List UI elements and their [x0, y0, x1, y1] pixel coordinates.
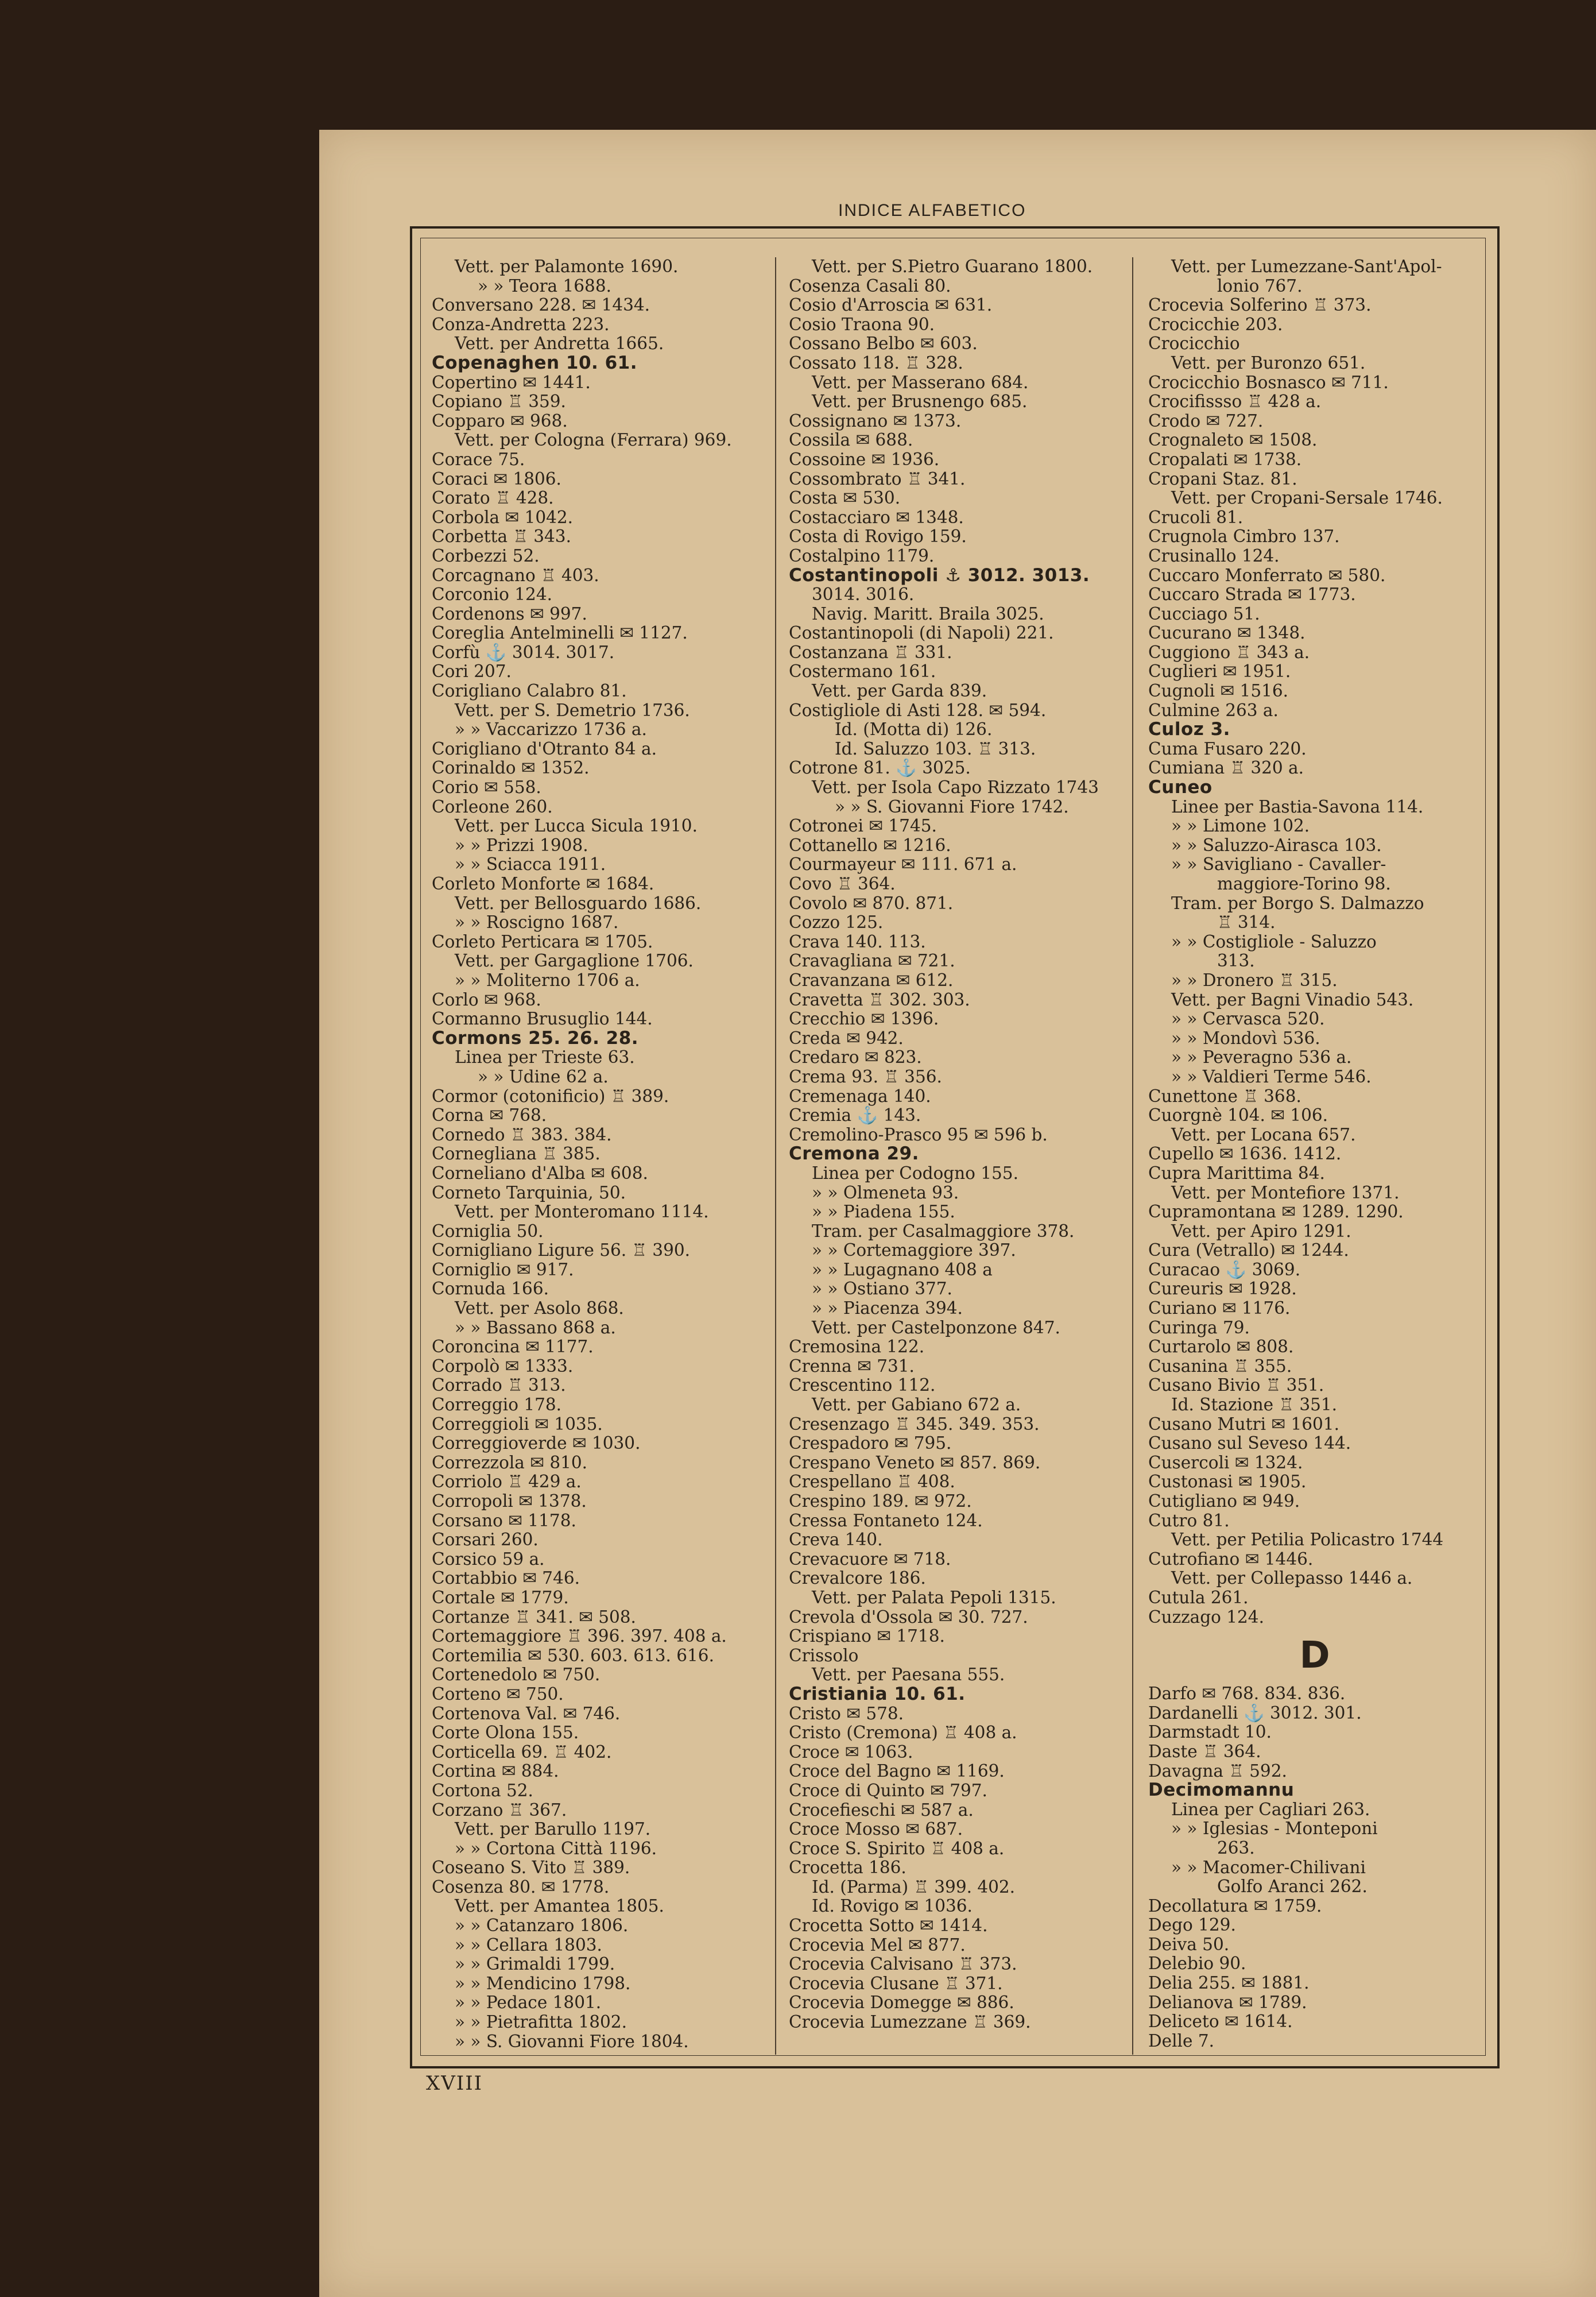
index-entry: Crocevia Lumezzane ♖ 369.: [789, 2012, 1031, 2032]
column-rule-2: [1132, 257, 1133, 2055]
index-entry: Vett. per Masserano 684.: [812, 372, 1029, 392]
index-entry: Cupra Marittima 84.: [1148, 1163, 1325, 1183]
index-entry: Cravetta ♖ 302. 303.: [789, 989, 970, 1010]
index-entry: Costa ✉ 530.: [789, 488, 901, 508]
index-entry: Crocevia Mel ✉ 877.: [789, 1935, 966, 1955]
index-entry: Vett. per Lucca Sicula 1910.: [455, 816, 698, 836]
index-entry: Vett. per Amantea 1805.: [455, 1896, 664, 1916]
index-entry: » » Catanzaro 1806.: [455, 1916, 629, 1936]
index-entry: Cremia ⚓ 143.: [789, 1105, 921, 1126]
index-entry: Crispiano ✉ 1718.: [789, 1626, 945, 1646]
index-entry: Linea per Codogno 155.: [812, 1163, 1018, 1183]
index-entry: Costalpino 1179.: [789, 546, 935, 566]
column-rule-1: [775, 257, 776, 2055]
index-entry: Culmine 263 a.: [1148, 700, 1279, 720]
index-entry: » » Grimaldi 1799.: [455, 1954, 615, 1974]
index-entry: Darfo ✉ 768. 834. 836.: [1148, 1684, 1346, 1704]
index-entry: Cremolino-Prasco 95 ✉ 596 b.: [789, 1124, 1048, 1144]
index-entry: Croce del Bagno ✉ 1169.: [789, 1761, 1005, 1781]
index-entry: Cotronei ✉ 1745.: [789, 816, 937, 836]
index-entry: Creda ✉ 942.: [789, 1028, 904, 1048]
index-entry: Dego 129.: [1148, 1915, 1236, 1935]
index-entry: » » Udine 62 a.: [478, 1066, 609, 1086]
index-entry: Crocetta Sotto ✉ 1414.: [789, 1916, 988, 1936]
index-entry: Cossato 118. ♖ 328.: [789, 353, 963, 373]
index-entry: Cornedo ♖ 383. 384.: [432, 1124, 612, 1144]
index-entry: Crocicchio Bosnasco ✉ 711.: [1148, 372, 1389, 392]
index-entry: 3014. 3016.: [812, 585, 915, 605]
index-entry: » » Prizzi 1908.: [455, 835, 588, 855]
index-entry: 263.: [1217, 1838, 1255, 1858]
index-entry: Crocevia Calvisano ♖ 373.: [789, 1954, 1017, 1974]
index-entry: » » Vaccarizzo 1736 a.: [455, 720, 647, 740]
index-entry: Cossombrato ♖ 341.: [789, 469, 966, 489]
index-entry: Cucciago 51.: [1148, 604, 1260, 624]
index-entry: Vett. per S. Demetrio 1736.: [455, 700, 690, 720]
index-entry: Corzano ♖ 367.: [432, 1800, 567, 1820]
index-entry: Copparo ✉ 968.: [432, 411, 568, 431]
index-entry: Croce Mosso ✉ 687.: [789, 1819, 963, 1839]
index-entry: Crevalcore 186.: [789, 1568, 926, 1588]
index-entry: Delle 7.: [1148, 2031, 1214, 2051]
index-entry: Corneto Tarquinia, 50.: [432, 1182, 626, 1202]
index-entry: Daste ♖ 364.: [1148, 1741, 1261, 1761]
index-entry: Cossano Belbo ✉ 603.: [789, 334, 978, 354]
index-column-2: [789, 257, 1122, 2032]
index-entry: Cormons 25. 26. 28.: [432, 1027, 639, 1049]
index-entry: » » Mendicino 1798.: [455, 1973, 631, 1993]
index-entry: Credaro ✉ 823.: [789, 1047, 922, 1068]
index-entry: Covo ♖ 364.: [789, 874, 896, 894]
index-column-3: [1148, 257, 1481, 2051]
index-entry: Crognaleto ✉ 1508.: [1148, 430, 1318, 450]
index-entry: » » Sciacca 1911.: [455, 854, 606, 875]
index-entry: D: [1299, 1634, 1330, 1677]
index-entry: Crocicchio: [1148, 334, 1240, 354]
index-entry: » » Saluzzo-Airasca 103.: [1171, 835, 1382, 855]
index-entry: Crescentino 112.: [789, 1375, 936, 1395]
index-entry: Corace 75.: [432, 449, 525, 469]
index-entry: Cugnoli ✉ 1516.: [1148, 681, 1289, 701]
index-entry: Custonasi ✉ 1905.: [1148, 1472, 1307, 1492]
index-entry: Cumiana ♖ 320 a.: [1148, 758, 1304, 778]
index-entry: Vett. per Brusnengo 685.: [812, 392, 1028, 412]
index-entry: Cozzo 125.: [789, 912, 884, 933]
index-entry: Crenna ✉ 731.: [789, 1356, 915, 1376]
index-entry: » » S. Giovanni Fiore 1742.: [835, 796, 1069, 817]
index-entry: » » Teora 1688.: [478, 276, 611, 296]
index-entry: Cossila ✉ 688.: [789, 430, 913, 450]
index-entry: Vett. per Gabiano 672 a.: [812, 1395, 1021, 1415]
index-entry: Croce ✉ 1063.: [789, 1742, 913, 1762]
index-entry: Corato ♖ 428.: [432, 488, 554, 508]
index-entry: Crevola d'Ossola ✉ 30. 727.: [789, 1607, 1028, 1627]
index-entry: Linea per Trieste 63.: [455, 1047, 635, 1068]
index-entry: Covolo ✉ 870. 871.: [789, 893, 954, 913]
index-entry: Cornuda 166.: [432, 1279, 549, 1299]
index-entry: » » Ostiano 377.: [812, 1279, 952, 1299]
index-entry: Corbola ✉ 1042.: [432, 507, 574, 527]
index-entry: Cressa Fontaneto 124.: [789, 1510, 983, 1530]
index-entry: Cormor (cotonificio) ♖ 389.: [432, 1086, 669, 1106]
index-entry: Correggioli ✉ 1035.: [432, 1414, 603, 1434]
index-entry: Crecchio ✉ 1396.: [789, 1009, 939, 1029]
index-entry: Coraci ✉ 1806.: [432, 469, 561, 489]
index-entry: Corleto Perticara ✉ 1705.: [432, 931, 653, 952]
running-header: INDICE ALFABETICO: [838, 201, 1026, 220]
index-entry: Cutrofiano ✉ 1446.: [1148, 1549, 1314, 1569]
index-entry: Cusano sul Seveso 144.: [1148, 1433, 1351, 1453]
index-entry: Decimomannu: [1148, 1780, 1295, 1801]
index-entry: Copenaghen 10. 61.: [432, 352, 638, 373]
index-entry: Vett. per Locana 657.: [1171, 1124, 1356, 1144]
index-entry: » » Moliterno 1706 a.: [455, 970, 640, 990]
index-entry: Cortemaggiore ♖ 396. 397. 408 a.: [432, 1626, 727, 1646]
index-entry: » » Mondovì 536.: [1171, 1028, 1320, 1048]
index-entry: » » Macomer-Chilivani: [1171, 1857, 1366, 1877]
index-entry: ♖ 314.: [1217, 912, 1276, 933]
page-number: XVIII: [426, 2072, 483, 2095]
index-entry: Cosenza 80. ✉ 1778.: [432, 1877, 610, 1897]
index-entry: Vett. per Montefiore 1371.: [1171, 1182, 1400, 1202]
index-entry: Corticella 69. ♖ 402.: [432, 1742, 612, 1762]
index-entry: Crava 140. 113.: [789, 931, 926, 952]
index-entry: Cropani Staz. 81.: [1148, 469, 1297, 489]
index-entry: Cremenaga 140.: [789, 1086, 931, 1106]
index-entry: Cresenzago ♖ 345. 349. 353.: [789, 1414, 1040, 1434]
index-entry: Crugnola Cimbro 137.: [1148, 527, 1340, 547]
index-entry: Corcagnano ♖ 403.: [432, 565, 599, 585]
index-entry: Decollatura ✉ 1759.: [1148, 1896, 1322, 1916]
index-entry: » » Limone 102.: [1171, 816, 1310, 836]
index-entry: Cutro 81.: [1148, 1510, 1230, 1530]
index-entry: Crocetta 186.: [789, 1858, 907, 1878]
index-entry: Id. Saluzzo 103. ♖ 313.: [835, 738, 1036, 759]
index-entry: Cusanina ♖ 355.: [1148, 1356, 1292, 1376]
index-entry: Cucurano ✉ 1348.: [1148, 623, 1306, 643]
index-entry: » » Peveragno 536 a.: [1171, 1047, 1352, 1068]
index-entry: Curacao ⚓ 3069.: [1148, 1259, 1301, 1279]
index-entry: Curinga 79.: [1148, 1317, 1250, 1337]
index-entry: Cupello ✉ 1636. 1412.: [1148, 1144, 1342, 1164]
index-entry: Cravanzana ✉ 612.: [789, 970, 954, 990]
index-entry: Navig. Maritt. Braila 3025.: [812, 604, 1044, 624]
index-entry: Cremona 29.: [789, 1143, 919, 1165]
index-entry: » » Piacenza 394.: [812, 1298, 963, 1318]
index-entry: Coreglia Antelminelli ✉ 1127.: [432, 623, 688, 643]
index-entry: Vett. per Cologna (Ferrara) 969.: [455, 430, 732, 450]
index-entry: Croce di Quinto ✉ 797.: [789, 1780, 987, 1800]
index-entry: Cortenedolo ✉ 750.: [432, 1665, 601, 1685]
index-entry: Cutigliano ✉ 949.: [1148, 1491, 1300, 1511]
index-entry: Copertino ✉ 1441.: [432, 372, 591, 392]
index-entry: » » Cellara 1803.: [455, 1935, 602, 1955]
index-entry: Crocefieschi ✉ 587 a.: [789, 1800, 974, 1820]
index-entry: Vett. per Asolo 868.: [455, 1298, 624, 1318]
index-entry: Cusercoli ✉ 1324.: [1148, 1452, 1303, 1472]
index-entry: Cura (Vetrallo) ✉ 1244.: [1148, 1240, 1349, 1260]
index-entry: Davagna ♖ 592.: [1148, 1761, 1287, 1781]
index-entry: Cunettone ♖ 368.: [1148, 1086, 1301, 1106]
index-entry: Crevacuore ✉ 718.: [789, 1549, 951, 1569]
index-entry: Crusinallo 124.: [1148, 546, 1280, 566]
index-entry: Cortale ✉ 1779.: [432, 1587, 569, 1607]
index-entry: Corigliano d'Otranto 84 a.: [432, 738, 657, 759]
index-entry: Darmstadt 10.: [1148, 1722, 1272, 1742]
index-entry: Cortabbio ✉ 746.: [432, 1568, 580, 1588]
index-entry: Corio ✉ 558.: [432, 778, 541, 798]
index-entry: Crocevia Solferino ♖ 373.: [1148, 295, 1372, 315]
index-entry: Corsico 59 a.: [432, 1549, 545, 1569]
index-entry: Id. Stazione ♖ 351.: [1171, 1395, 1338, 1415]
index-entry: Vett. per Palamonte 1690.: [455, 257, 679, 276]
index-entry: Crocifissso ♖ 428 a.: [1148, 392, 1322, 412]
index-entry: Crespellano ♖ 408.: [789, 1472, 955, 1492]
index-entry: Vett. per Garda 839.: [812, 681, 987, 701]
index-entry: Cristiania 10. 61.: [789, 1683, 966, 1704]
index-entry: Cordenons ✉ 997.: [432, 604, 587, 624]
index-entry: Vett. per Gargaglione 1706.: [455, 951, 694, 971]
index-entry: Conza-Andretta 223.: [432, 314, 610, 334]
index-entry: Costa di Rovigo 159.: [789, 527, 967, 547]
index-entry: Crissolo: [789, 1645, 859, 1665]
index-entry: Vett. per Buronzo 651.: [1171, 353, 1366, 373]
index-entry: Corneliano d'Alba ✉ 608.: [432, 1163, 648, 1183]
index-entry: Delia 255. ✉ 1881.: [1148, 1973, 1310, 1993]
index-entry: Linee per Bastia-Savona 114.: [1171, 796, 1424, 817]
index-entry: Cossoine ✉ 1936.: [789, 449, 940, 469]
index-entry: Vett. per Monteromano 1114.: [455, 1202, 709, 1222]
index-entry: Vett. per Bagni Vinadio 543.: [1171, 989, 1414, 1010]
index-entry: Crespadoro ✉ 795.: [789, 1433, 952, 1453]
index-entry: » » S. Giovanni Fiore 1804.: [455, 2031, 689, 2051]
index-entry: Coroncina ✉ 1177.: [432, 1337, 594, 1357]
index-entry: Correggioverde ✉ 1030.: [432, 1433, 641, 1453]
index-entry: » » Bassano 868 a.: [455, 1317, 616, 1337]
index-entry: Dardanelli ⚓ 3012. 301.: [1148, 1703, 1362, 1723]
index-entry: Cusano Mutri ✉ 1601.: [1148, 1414, 1339, 1434]
index-entry: Vett. per Palata Pepoli 1315.: [812, 1587, 1056, 1607]
index-entry: Cureuris ✉ 1928.: [1148, 1279, 1297, 1299]
index-entry: Cortona 52.: [432, 1780, 533, 1800]
index-entry: lonio 767.: [1217, 276, 1303, 296]
index-entry: Vett. per Castelponzone 847.: [812, 1317, 1060, 1337]
index-entry: Corleto Monforte ✉ 1684.: [432, 874, 654, 894]
index-entry: Cremosina 122.: [789, 1337, 925, 1357]
index-entry: Curtarolo ✉ 808.: [1148, 1337, 1294, 1357]
index-entry: Vett. per Paesana 555.: [812, 1665, 1005, 1685]
index-entry: » » Dronero ♖ 315.: [1171, 970, 1338, 990]
index-entry: Costigliole di Asti 128. ✉ 594.: [789, 700, 1047, 720]
index-entry: » » Savigliano - Cavaller-: [1171, 854, 1386, 875]
index-entry: Coseano S. Vito ♖ 389.: [432, 1858, 630, 1878]
index-entry: Cornigliano Ligure 56. ♖ 390.: [432, 1240, 690, 1260]
index-entry: Delianova ✉ 1789.: [1148, 1992, 1307, 2012]
index-entry: Cuccaro Strada ✉ 1773.: [1148, 585, 1356, 605]
index-entry: 313.: [1217, 951, 1255, 971]
index-entry: » » Olmeneta 93.: [812, 1182, 959, 1202]
index-entry: Vett. per Apiro 1291.: [1171, 1221, 1351, 1241]
index-entry: » » Piadena 155.: [812, 1202, 955, 1222]
index-entry: Corleone 260.: [432, 796, 553, 817]
index-entry: Vett. per Collepasso 1446 a.: [1171, 1568, 1413, 1588]
index-entry: Costantinopoli ⚓ 3012. 3013.: [789, 564, 1090, 586]
index-entry: Id. Rovigo ✉ 1036.: [812, 1896, 973, 1916]
index-entry: Deliceto ✉ 1614.: [1148, 2012, 1293, 2032]
index-entry: » » Cervasca 520.: [1171, 1009, 1325, 1029]
index-entry: Cristo (Cremona) ♖ 408 a.: [789, 1723, 1017, 1743]
index-entry: Crespano Veneto ✉ 857. 869.: [789, 1452, 1041, 1472]
index-entry: Vett. per Andretta 1665.: [455, 334, 664, 354]
index-entry: Corniglio ✉ 917.: [432, 1259, 574, 1279]
index-entry: Cornegliana ♖ 385.: [432, 1144, 601, 1164]
index-entry: Crespino 189. ✉ 972.: [789, 1491, 972, 1511]
index-entry: Corsari 260.: [432, 1530, 539, 1550]
index-entry: Curiano ✉ 1176.: [1148, 1298, 1291, 1318]
index-entry: Vett. per Cropani-Sersale 1746.: [1171, 488, 1443, 508]
index-entry: Corbezzi 52.: [432, 546, 540, 566]
index-entry: Corniglia 50.: [432, 1221, 544, 1241]
index-entry: » » Costigliole - Saluzzo: [1171, 931, 1377, 952]
index-entry: Crocicchie 203.: [1148, 314, 1283, 334]
index-entry: Cuccaro Monferrato ✉ 580.: [1148, 565, 1386, 585]
index-entry: Linea per Cagliari 263.: [1171, 1799, 1370, 1819]
index-entry: Costanzana ♖ 331.: [789, 642, 952, 662]
index-entry: Cuggiono ♖ 343 a.: [1148, 642, 1310, 662]
index-entry: » » Cortemaggiore 397.: [812, 1240, 1016, 1260]
index-entry: Conversano 228. ✉ 1434.: [432, 295, 650, 315]
index-entry: Costantinopoli (di Napoli) 221.: [789, 623, 1054, 643]
index-entry: Cuglieri ✉ 1951.: [1148, 662, 1291, 682]
index-entry: » » Valdieri Terme 546.: [1171, 1066, 1372, 1086]
index-entry: Corsano ✉ 1178.: [432, 1510, 576, 1530]
index-entry: Costacciaro ✉ 1348.: [789, 507, 964, 527]
index-entry: Cottanello ✉ 1216.: [789, 835, 951, 855]
index-entry: Cori 207.: [432, 662, 512, 682]
index-entry: Golfo Aranci 262.: [1217, 1877, 1368, 1897]
index-entry: Crucoli 81.: [1148, 507, 1244, 527]
index-entry: Cutula 261.: [1148, 1587, 1249, 1607]
index-entry: Corteno ✉ 750.: [432, 1684, 564, 1704]
index-column-1: [432, 257, 765, 2051]
index-entry: Corfù ⚓ 3014. 3017.: [432, 642, 615, 662]
index-entry: Cotrone 81. ⚓ 3025.: [789, 758, 971, 778]
index-entry: Cosio Traona 90.: [789, 314, 935, 334]
index-entry: » » Pietrafitta 1802.: [455, 2012, 627, 2032]
index-entry: Crocevia Clusane ♖ 371.: [789, 1973, 1003, 1993]
index-entry: Corinaldo ✉ 1352.: [432, 758, 590, 778]
index-entry: Vett. per Bellosguardo 1686.: [455, 893, 702, 913]
index-entry: Corbetta ♖ 343.: [432, 527, 571, 547]
index-entry: Cusano Bivio ♖ 351.: [1148, 1375, 1324, 1395]
index-entry: Correzzola ✉ 810.: [432, 1452, 588, 1472]
index-entry: Copiano ♖ 359.: [432, 392, 566, 412]
index-entry: Crocevia Domegge ✉ 886.: [789, 1993, 1014, 2013]
index-entry: Corropoli ✉ 1378.: [432, 1491, 587, 1511]
index-entry: Crodo ✉ 727.: [1148, 411, 1264, 431]
index-entry: Crema 93. ♖ 356.: [789, 1066, 942, 1086]
index-entry: Cuzzago 124.: [1148, 1607, 1264, 1627]
index-entry: Vett. per Petilia Policastro 1744: [1171, 1530, 1444, 1550]
index-entry: Cuma Fusaro 220.: [1148, 738, 1307, 759]
index-entry: Vett. per Lumezzane-Sant'Apol-: [1171, 257, 1442, 276]
index-entry: Tram. per Borgo S. Dalmazzo: [1171, 893, 1424, 913]
index-entry: Corriolo ♖ 429 a.: [432, 1472, 582, 1492]
index-entry: Cuneo: [1148, 777, 1213, 798]
index-entry: Corte Olona 155.: [432, 1723, 579, 1743]
index-entry: Corrado ♖ 313.: [432, 1375, 566, 1395]
index-entry: maggiore-Torino 98.: [1217, 874, 1391, 894]
index-entry: Cormanno Brusuglio 144.: [432, 1009, 653, 1029]
index-entry: Cosio d'Arroscia ✉ 631.: [789, 295, 993, 315]
index-entry: Cortemilia ✉ 530. 603. 613. 616.: [432, 1645, 714, 1665]
index-entry: Cravagliana ✉ 721.: [789, 951, 955, 971]
index-entry: » » Iglesias - Monteponi: [1171, 1819, 1378, 1839]
index-entry: Deiva 50.: [1148, 1934, 1230, 1954]
index-entry: Cosenza Casali 80.: [789, 276, 951, 296]
index-entry: Id. (Motta di) 126.: [835, 720, 993, 740]
index-entry: Cropalati ✉ 1738.: [1148, 449, 1302, 469]
index-entry: Cortanze ♖ 341. ✉ 508.: [432, 1607, 636, 1627]
index-entry: Delebio 90.: [1148, 1954, 1246, 1974]
index-entry: Correggio 178.: [432, 1395, 562, 1415]
index-entry: Cortina ✉ 884.: [432, 1761, 559, 1781]
index-entry: Cristo ✉ 578.: [789, 1703, 904, 1723]
index-entry: Corpolò ✉ 1333.: [432, 1356, 574, 1376]
index-entry: » » Lugagnano 408 a: [812, 1259, 993, 1279]
index-entry: Id. (Parma) ♖ 399. 402.: [812, 1877, 1016, 1897]
index-entry: Cupramontana ✉ 1289. 1290.: [1148, 1202, 1404, 1222]
index-entry: Croce S. Spirito ♖ 408 a.: [789, 1838, 1005, 1858]
index-entry: Vett. per Barullo 1197.: [455, 1819, 651, 1839]
index-entry: Tram. per Casalmaggiore 378.: [812, 1221, 1075, 1241]
index-entry: Creva 140.: [789, 1530, 883, 1550]
index-entry: Corigliano Calabro 81.: [432, 681, 627, 701]
index-entry: Vett. per Isola Capo Rizzato 1743: [812, 778, 1099, 798]
index-entry: Corconio 124.: [432, 585, 552, 605]
index-entry: » » Cortona Città 1196.: [455, 1838, 657, 1858]
index-entry: Cuorgnè 104. ✉ 106.: [1148, 1105, 1328, 1126]
index-entry: Cossignano ✉ 1373.: [789, 411, 962, 431]
index-entry: » » Roscigno 1687.: [455, 912, 619, 933]
index-entry: Culoz 3.: [1148, 719, 1230, 740]
index-entry: Courmayeur ✉ 111. 671 a.: [789, 854, 1017, 875]
index-entry: Cortenova Val. ✉ 746.: [432, 1703, 621, 1723]
index-entry: Corna ✉ 768.: [432, 1105, 547, 1126]
index-entry: Corlo ✉ 968.: [432, 989, 541, 1010]
index-entry: Costermano 161.: [789, 662, 936, 682]
index-entry: » » Pedace 1801.: [455, 1993, 602, 2013]
index-entry: Vett. per S.Pietro Guarano 1800.: [812, 257, 1093, 276]
